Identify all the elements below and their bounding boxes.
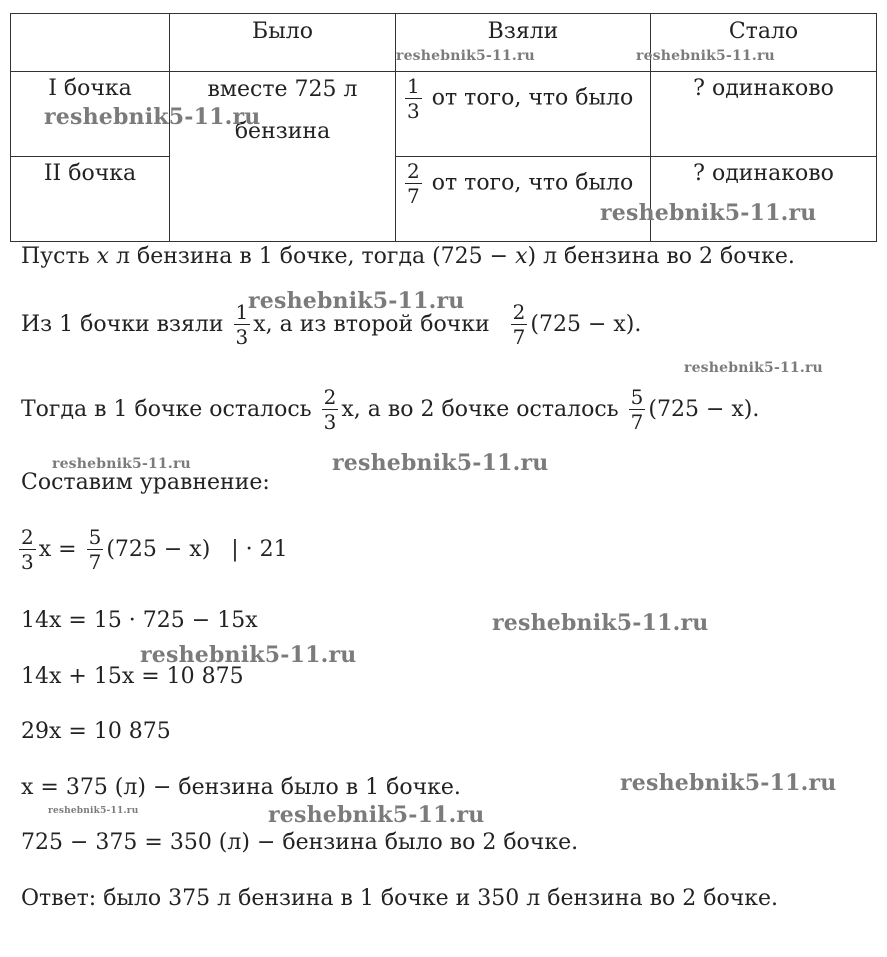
fraction: $\frac{1}{3}$ (235, 300, 249, 349)
watermark: reshebnik5-11.ru (492, 610, 709, 636)
equation-3: 14x + 15x = 10 875 (21, 664, 244, 689)
answer-line: Ответ: было 375 л бензина в 1 бочке и 350 л бензина во 2 бочке. (21, 886, 779, 911)
became-cell-1: ? одинаково (651, 72, 877, 157)
row-label-2: II бочка (11, 157, 170, 242)
header-became: Стало (651, 14, 877, 72)
header-was: Было (170, 14, 396, 72)
watermark: reshebnik5-11.ru (332, 450, 549, 476)
fraction: $\frac{2}{3}$ (323, 385, 337, 434)
fraction: $\frac{5}{7}$ (88, 525, 102, 574)
took-text: от того, что было (431, 85, 634, 111)
solution-line-3: Тогда в 1 бочке осталось $\frac{2}{3}$ x, а во 2 бочке осталось $\frac{5}{7}$ (725 − x). (21, 385, 760, 434)
took-cell-1 (396, 72, 651, 157)
watermark: reshebnik5-11.ru (248, 288, 465, 314)
was-cell (170, 72, 396, 242)
solution-line-1: Пусть x л бензина в 1 бочке, тогда (725 − x) л бензина во 2 бочке. (21, 244, 795, 269)
was-line-2: бензина (234, 119, 331, 144)
fraction: $\frac{1}{3}$ (407, 74, 420, 123)
fraction: $\frac{5}{7}$ (630, 385, 644, 434)
took-cell-2 (396, 157, 651, 242)
watermark: reshebnik5-11.ru (48, 806, 139, 816)
took-text: от того, что было (431, 170, 634, 196)
watermark: reshebnik5-11.ru (44, 104, 261, 130)
equation-6: 725 − 375 = 350 (л) − бензина было во 2 бочке. (21, 830, 579, 855)
fraction: $\frac{2}{7}$ (512, 300, 526, 349)
was-line-1: вместе 725 л (207, 77, 358, 102)
header-took: Взяли (396, 14, 651, 72)
watermark: reshebnik5-11.ru (396, 48, 535, 64)
watermark: reshebnik5-11.ru (600, 200, 817, 226)
solution-line-2: Из 1 бочки взяли $\frac{1}{3}$ x, а из второй бочки $\frac{2}{7}$ (725 − x). (21, 300, 642, 349)
watermark: reshebnik5-11.ru (140, 642, 357, 668)
fraction: $\frac{2}{3}$ (21, 525, 34, 574)
fraction: $\frac{2}{7}$ (407, 159, 420, 208)
equation-1: $\frac{2}{3}$ x = $\frac{5}{7}$ (725 − x) | · 21 (21, 525, 288, 574)
header-empty (11, 14, 170, 72)
watermark: reshebnik5-11.ru (636, 48, 775, 64)
watermark: reshebnik5-11.ru (620, 770, 837, 796)
watermark: reshebnik5-11.ru (52, 456, 191, 472)
equation-2: 14x = 15 · 725 − 15x (21, 608, 258, 633)
watermark: reshebnik5-11.ru (684, 360, 823, 376)
equation-4: 29x = 10 875 (21, 719, 171, 744)
watermark: reshebnik5-11.ru (268, 802, 485, 828)
solution-line-4: Составим уравнение: (21, 470, 270, 495)
equation-5: x = 375 (л) − бензина было в 1 бочке. (21, 775, 461, 800)
became-cell-2: ? одинаково (651, 157, 877, 242)
row-label-1: I бочка (11, 72, 170, 157)
